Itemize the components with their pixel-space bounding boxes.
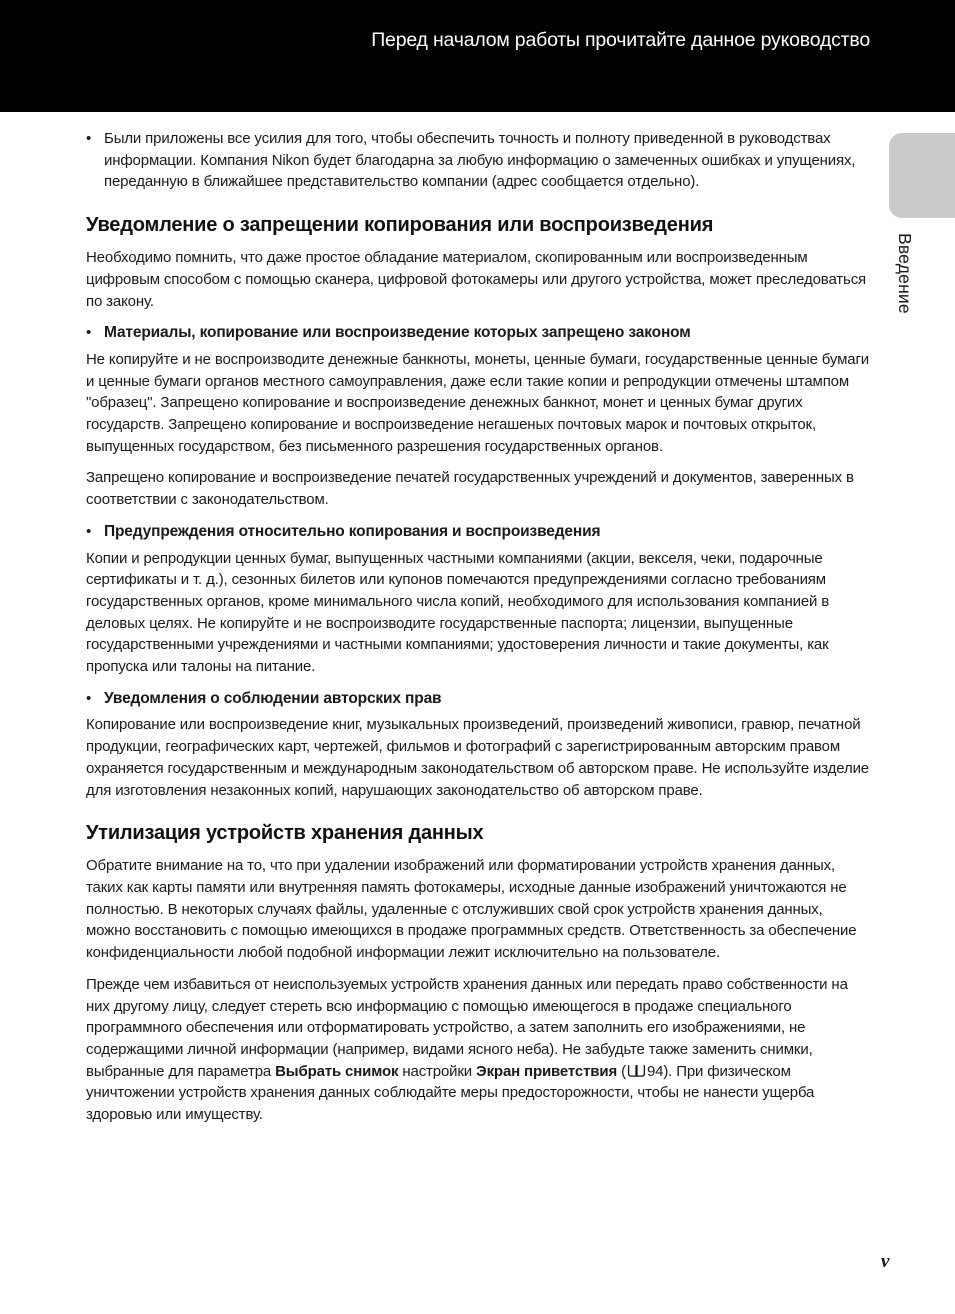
paragraph: Не копируйте и не воспроизводите денежные банкноты, монеты, ценные бумаги, государственные ценные бумаги и ценные бумаги органов местного самоуправления, даже если такие копии и репродукции отмечены штампом "образец". Запрещено копирование и воспроизведение денежных банкнот, монет и ценных бумаг других государств. Запрещено копирование и воспроизведение негашеных почтовых марок и почтовых открыток, выпущенных государством, без письменного разрешения государственных органов. <box>86 350 870 455</box>
bullet-dot: • <box>86 689 92 707</box>
paragraph: Необходимо помнить, что даже простое обладание материалом, скопированным или воспроизведенным цифровым способом с помощью сканера, цифровой фотокамеры или другого устройства, может преследоваться по закону. <box>86 249 867 310</box>
paragraph: Обратите внимание на то, что при удалении изображений или форматировании устройств хранения данных, таких как карты памяти или внутренняя память фотокамеры, исходные данные изображений уничтожаются не полностью. В некоторых случаях файлы, удаленные с отслуживших свой срок устройств хранения данных, можно восстановить с помощью имеющихся в продаже программных средств. Ответственность за обеспечение конфиденциальности любой подобной информации лежит исключительно на пользователе. <box>86 857 857 962</box>
paragraph: Запрещено копирование и воспроизведение печатей государственных учреждений и документов, заверенных в соответствии с законодательством. <box>86 469 854 509</box>
paragraph: Копирование или воспроизведение книг, музыкальных произведений, произведений живописи, гравюр, печатной продукции, географических карт, чертежей, фильмов и фотографий с зарегистрированным авторским правом охраняется государственным и международным законодательством об авторском праве. Не используйте изделие для изготовления незаконных копий, нарушающих законодательство об авторском праве. <box>86 716 870 799</box>
bullet-subheading <box>86 688 870 710</box>
page-number: v <box>881 1251 890 1272</box>
bullet-subheading <box>86 322 870 344</box>
bullet-text: Материалы, копирование или воспроизведение которых запрещено законом <box>104 324 691 342</box>
content-area <box>0 112 880 1136</box>
chapter-tab <box>889 133 955 218</box>
open-book-icon <box>627 1064 646 1078</box>
bullet-item <box>86 128 870 193</box>
chapter-label: Введение <box>895 233 915 314</box>
bullet-text: Уведомления о соблюдении авторских прав <box>104 689 442 707</box>
paragraph: Прежде чем избавиться от неиспользуемых устройств хранения данных или передать право собственности на них другому лицу, следует стереть всю информацию с помощью имеющегося в продаже специального программного обеспечения или отформатировать устройство, а затем заполнить его изображениями, не содержащими личной информации (например, видами ясного неба). Не забудьте также заменить снимки, выбранные для параметра Выбрать снимок настройки Экран приветствия ( 94). При физическом уничтожении устройств хранения данных соблюдайте меры предосторожности, чтобы не нанести ущерба здоровью или имуществу. <box>86 975 848 1124</box>
section-heading: Утилизация устройств хранения данных <box>86 822 484 845</box>
section-heading: Уведомление о запрещении копирования или воспроизведения <box>86 214 714 237</box>
bullet-dot: • <box>86 130 92 147</box>
page-header <box>0 0 955 112</box>
bold-text: Выбрать снимок <box>275 1062 399 1080</box>
bullet-subheading <box>86 521 870 543</box>
bullet-text: Предупреждения относительно копирования и воспроизведения <box>104 522 601 540</box>
bullet-text: Были приложены все усилия для того, чтобы обеспечить точность и полноту приведенной в руководствах информации. Компания Nikon будет благодарна за любую информацию о замеченных ошибках и упущениях, переданную в ближайшее представительство компании (адрес сообщается отдельно). <box>104 130 856 191</box>
bold-text: Экран приветствия <box>476 1062 618 1080</box>
bullet-dot: • <box>86 324 92 342</box>
header-title: Перед началом работы прочитайте данное руководство <box>371 29 870 51</box>
bullet-dot: • <box>86 522 92 540</box>
paragraph: Копии и репродукции ценных бумаг, выпущенных частными компаниями (акции, векселя, чеки, подарочные сертификаты и т. д.), сезонных билетов или купонов помечаются предупреждениями согласно требованиям государственных органов, кроме минимального числа копий, необходимого для использования компанией в деловых целях. Не копируйте и не воспроизводите государственные паспорта; лицензии, выпущенные государственными учреждениями и частными компаниями; удостоверения личности и такие документы, как пропуска или талоны на питание. <box>86 549 830 676</box>
